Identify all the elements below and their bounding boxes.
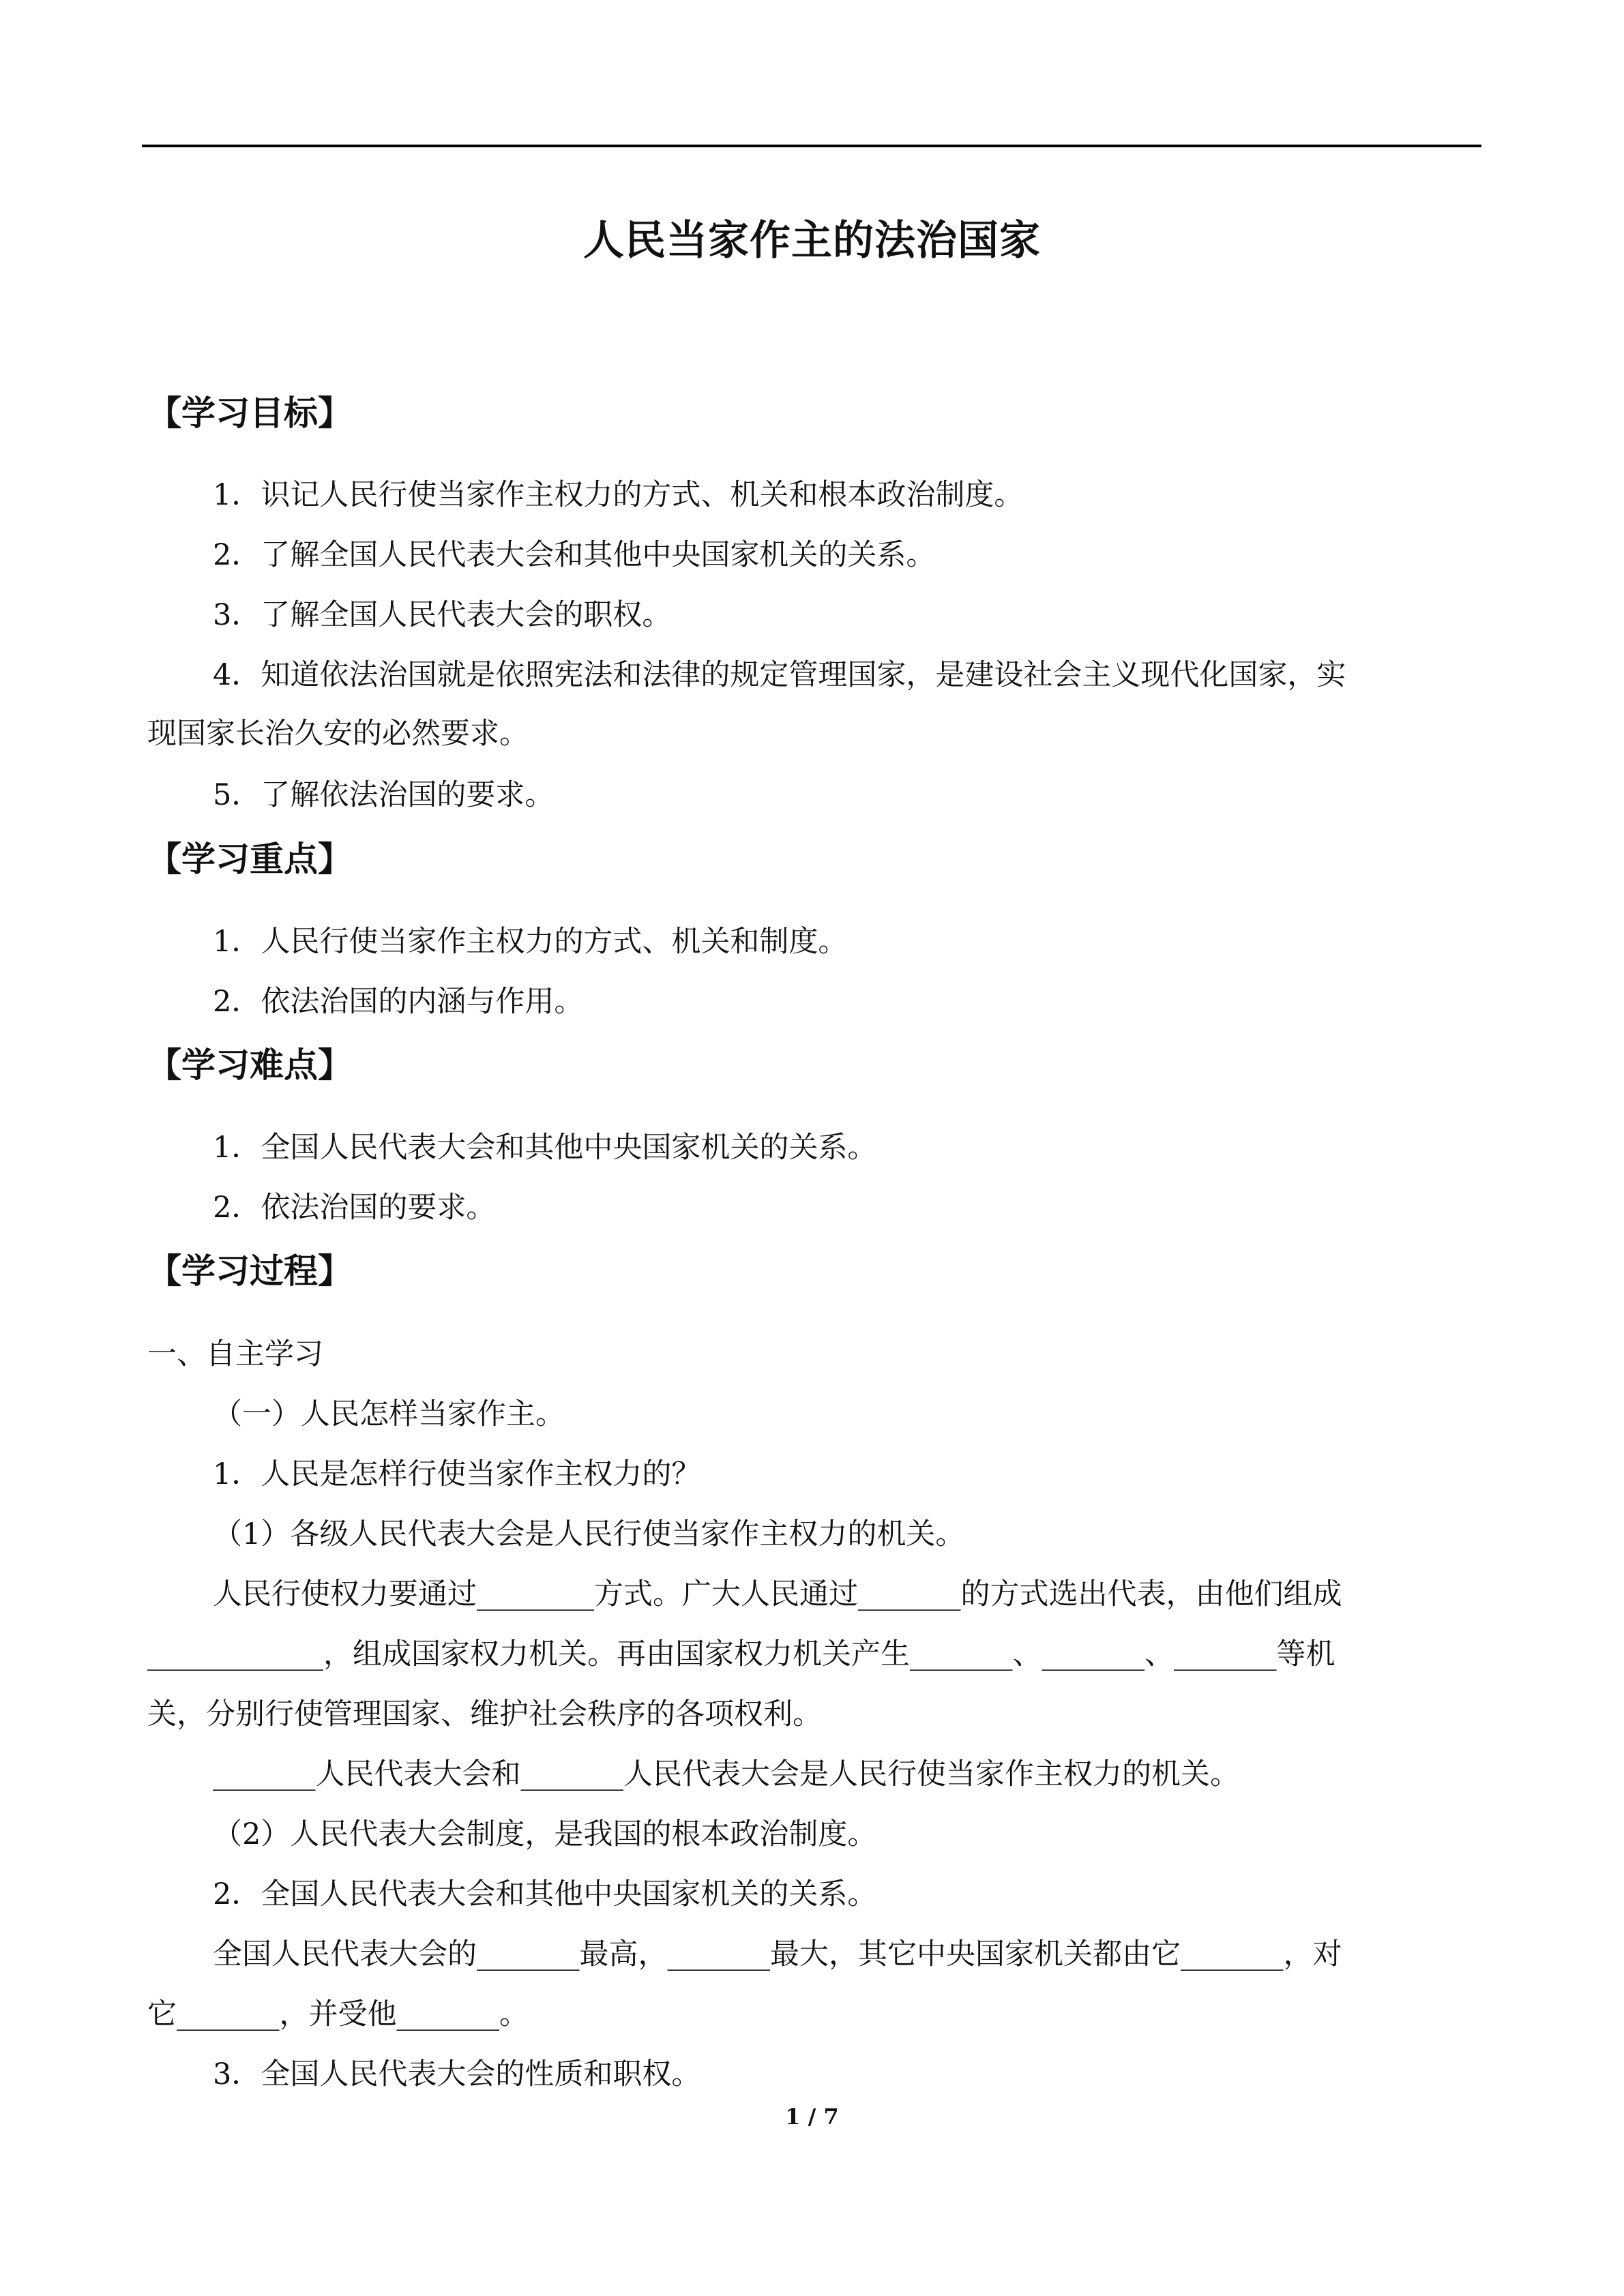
page-indicator: 1 / 7 [785,2104,839,2130]
heading-process: 【学习过程】 [147,1251,352,1291]
fill-in-blank-line: ____________，组成国家权力机关。再由国家权力机关产生_______、_______、_______等机 [147,1637,1335,1671]
heading-objectives: 【学习目标】 [147,393,352,433]
header-rule [142,145,1481,147]
process-line: 1．人民是怎样行使当家作主权力的？ [213,1457,701,1491]
page-title: 人民当家作主的法治国家 [583,217,1041,265]
objective-item-4-continued: 现国家长治久安的必然要求。 [147,717,529,751]
key-point-item-2: 2．依法治国的内涵与作用。 [213,985,584,1019]
heading-difficulties: 【学习难点】 [147,1045,352,1085]
process-line: （2）人民代表大会制度，是我国的根本政治制度。 [213,1817,877,1851]
difficulty-item-2: 2．依法治国的要求。 [213,1191,496,1225]
fill-in-blank-line: 它_______，并受他_______。 [147,1997,529,2031]
objective-item-1: 1．识记人民行使当家作主权力的方式、机关和根本政治制度。 [213,478,1024,512]
fill-in-blank-line: 人民行使权力要通过________方式。广大人民通过_______的方式选出代表，由他们组成 [213,1577,1342,1611]
process-line: （一）人民怎样当家作主。 [213,1397,565,1431]
objective-item-5: 5．了解依法治国的要求。 [213,778,555,812]
heading-key-points: 【学习重点】 [147,839,352,879]
fill-in-blank-line: _______人民代表大会和_______人民代表大会是人民行使当家作主权力的机关。 [213,1757,1239,1791]
process-line: 2．全国人民代表大会和其他中央国家机关的关系。 [213,1877,877,1911]
objective-item-3: 3．了解全国人民代表大会的职权。 [213,598,672,632]
process-line: 关，分别行使管理国家、维护社会秩序的各项权利。 [147,1697,822,1731]
process-line: （1）各级人民代表大会是人民行使当家作主权力的机关。 [213,1517,965,1551]
process-line: 一、自主学习 [147,1337,323,1371]
objective-item-2: 2．了解全国人民代表大会和其他中央国家机关的关系。 [213,538,936,572]
process-line: 3．全国人民代表大会的性质和职权。 [213,2057,701,2091]
key-point-item-1: 1．人民行使当家作主权力的方式、机关和制度。 [213,925,848,959]
objective-item-4: 4．知道依法治国就是依照宪法和法律的规定管理国家，是建设社会主义现代化国家，实 [213,658,1346,692]
fill-in-blank-line: 全国人民代表大会的_______最高，_______最大，其它中央国家机关都由它_______，对 [213,1937,1342,1971]
difficulty-item-1: 1．全国人民代表大会和其他中央国家机关的关系。 [213,1131,877,1165]
